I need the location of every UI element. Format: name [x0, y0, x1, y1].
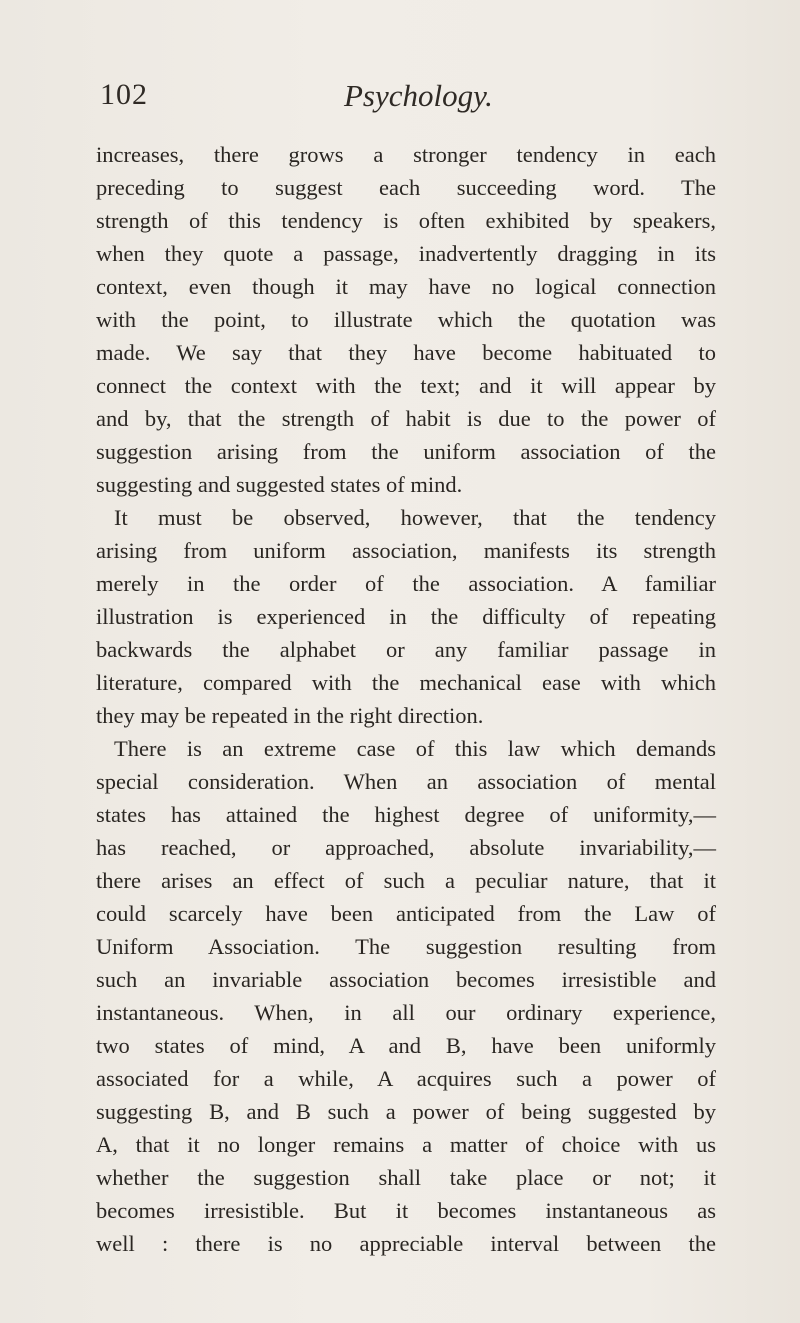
text-line: suggesting and suggested states of mind.: [96, 472, 463, 497]
text-line: special consideration. When an association of mental: [96, 769, 716, 794]
text-line: has reached, or approached, absolute invariability,—: [96, 835, 716, 860]
page-number: 102: [100, 78, 148, 111]
body-text: [96, 138, 716, 1260]
text-line: backwards the alphabet or any familiar passage in: [96, 637, 716, 662]
text-line: context, even though it may have no logical connection: [96, 274, 716, 299]
text-line: illustration is experienced in the difficulty of repeating: [96, 604, 716, 629]
text-line: when they quote a passage, inadvertently dragging in its: [96, 241, 716, 266]
text-line: A, that it no longer remains a matter of choice with us: [96, 1132, 716, 1157]
text-line: increases, there grows a stronger tendency in each: [96, 142, 716, 167]
text-line: There is an extreme case of this law which demands: [114, 736, 716, 761]
text-line: states has attained the highest degree of uniformity,—: [96, 802, 716, 827]
text-line: Uniform Association. The suggestion resulting from: [96, 934, 716, 959]
text-line: such an invariable association becomes irresistible and: [96, 967, 716, 992]
text-line: becomes irresistible. But it becomes instantaneous as: [96, 1198, 716, 1223]
text-line: two states of mind, A and B, have been uniformly: [96, 1033, 716, 1058]
text-line: literature, compared with the mechanical ease with which: [96, 670, 716, 695]
text-line: arising from uniform association, manifests its strength: [96, 538, 716, 563]
text-line: and by, that the strength of habit is due to the power of: [96, 406, 716, 431]
text-line: preceding to suggest each succeeding word. The: [96, 175, 716, 200]
text-line: could scarcely have been anticipated from the Law of: [96, 901, 716, 926]
text-line: connect the context with the text; and it will appear by: [96, 373, 716, 398]
text-line: merely in the order of the association. A familiar: [96, 571, 716, 596]
text-line: there arises an effect of such a peculiar nature, that it: [96, 868, 716, 893]
text-line: strength of this tendency is often exhibited by speakers,: [96, 208, 716, 233]
text-line: suggesting B, and B such a power of being suggested by: [96, 1099, 716, 1124]
text-line: with the point, to illustrate which the quotation was: [96, 307, 716, 332]
text-line: whether the suggestion shall take place or not; it: [96, 1165, 716, 1190]
text-line: suggestion arising from the uniform association of the: [96, 439, 716, 464]
text-line: made. We say that they have become habituated to: [96, 340, 716, 365]
running-title: Psychology.: [344, 78, 493, 113]
text-line: they may be repeated in the right direction.: [96, 703, 484, 728]
text-line: It must be observed, however, that the tendency: [114, 505, 716, 530]
text-line: associated for a while, A acquires such a power of: [96, 1066, 716, 1091]
running-head: [100, 78, 700, 118]
text-line: instantaneous. When, in all our ordinary experience,: [96, 1000, 716, 1025]
text-line: well : there is no appreciable interval between the: [96, 1231, 716, 1256]
